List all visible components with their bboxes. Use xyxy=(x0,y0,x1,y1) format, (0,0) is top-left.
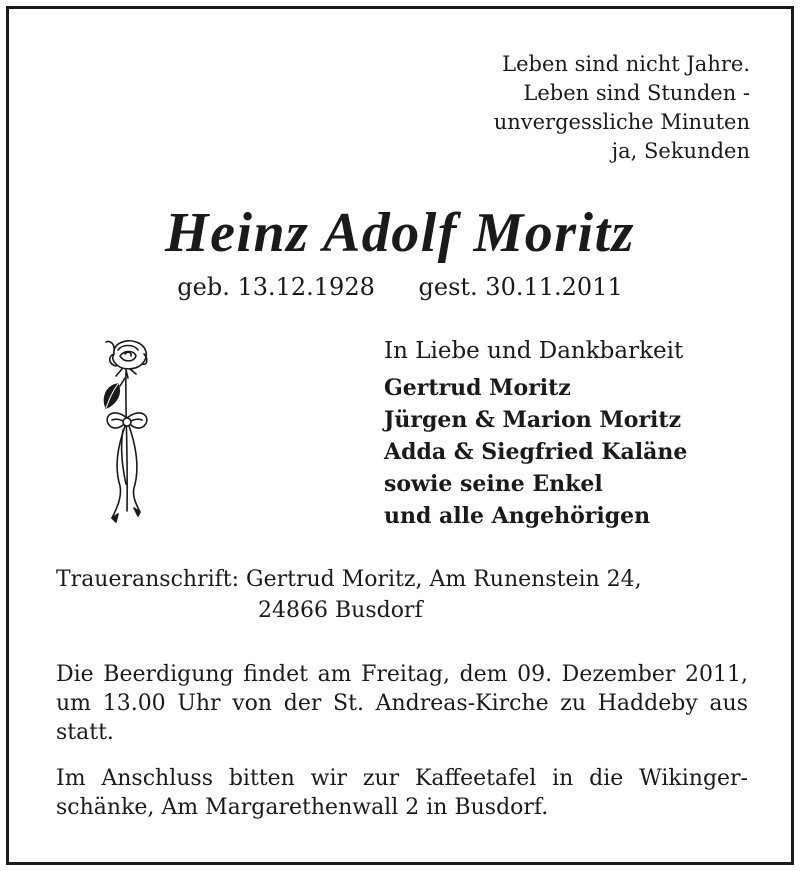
motto-verse xyxy=(494,50,750,166)
funeral-line: um 13.00 Uhr von der St. Andreas-Kirche zu Haddeby aus xyxy=(56,691,748,716)
mourner-name: Jürgen & Marion Moritz xyxy=(384,407,682,433)
birth-date: geb. 13.12.1928 xyxy=(177,273,375,301)
motto-line: ja, Sekunden xyxy=(611,139,750,163)
death-date: gest. 30.11.2011 xyxy=(418,273,623,301)
life-dates xyxy=(0,272,800,302)
deceased-name: Heinz Adolf Moritz xyxy=(165,202,635,264)
mourner-name: Adda & Siegfried Kaläne xyxy=(384,439,688,465)
mourners-list xyxy=(384,372,687,532)
funeral-line: statt. xyxy=(56,720,114,745)
mourner-name: Gertrud Moritz xyxy=(384,375,571,401)
reception-notice xyxy=(56,764,748,822)
funeral-notice xyxy=(56,660,748,747)
mourner-name: sowie seine Enkel xyxy=(384,471,603,497)
reception-line: Im Anschluss bitten wir zur Kaffeetafel in die Wikinger- xyxy=(56,766,748,791)
motto-line: unvergessliche Minuten xyxy=(493,110,750,134)
motto-line: Leben sind Stunden - xyxy=(523,81,750,105)
address-line: Traueranschrift: Gertrud Moritz, Am Runenstein 24, xyxy=(56,567,642,592)
funeral-line: Die Beerdigung findet am Freitag, dem 09. Dezember 2011, xyxy=(56,662,748,687)
mourners-intro: In Liebe und Dankbarkeit xyxy=(384,338,684,364)
mourner-name: und alle Angehörigen xyxy=(384,503,651,529)
motto-line: Leben sind nicht Jahre. xyxy=(502,52,750,76)
address-city: 24866 Busdorf xyxy=(258,598,423,623)
reception-line: schänke, Am Margarethenwall 2 in Busdorf. xyxy=(56,795,549,820)
rose-icon xyxy=(92,336,162,526)
condolence-address xyxy=(56,564,642,626)
